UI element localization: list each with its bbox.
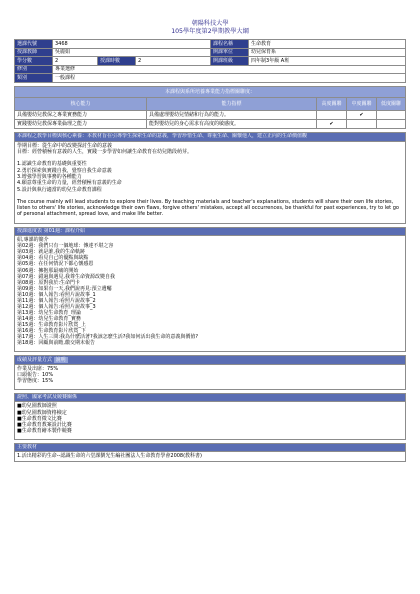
mid-cell	[347, 119, 377, 128]
info-value: 3468	[53, 40, 211, 49]
textbook-title: 主要教材	[15, 443, 406, 452]
info-value: 四年制3年級 A班	[249, 57, 406, 66]
info-label: 授課時數	[98, 57, 136, 66]
schedule-body	[14, 236, 406, 352]
competency-title: 本課程與系所培養專業能力指標關聯度：	[15, 86, 406, 97]
program-line: ■幼兒園教師資格檢定	[17, 409, 67, 416]
term-title: 105學年度第2學期教學大綱	[171, 28, 249, 35]
info-label: 課程名稱	[211, 40, 249, 49]
info-label: 選課代號	[15, 40, 53, 49]
objective-item: 2.勇於探索與實踐自我，覺察自我生命意義	[17, 167, 112, 174]
index-cell: 能對嬰幼兒的身心需求有高度的敏感度。	[147, 119, 317, 128]
mid-cell: ✔	[347, 111, 377, 120]
schedule-section	[14, 227, 406, 237]
objective-title: 本課程之教學目標與核心素養：本教材旨在引導學生探索生命的意義，學習珍惜生命、尊重生命、關懷他人，建立正向的生命價值觀	[15, 132, 406, 141]
info-value: 吳麗娟	[53, 48, 211, 57]
schedule-line: 第16週：生命教育影片欣賞_下	[17, 327, 86, 334]
objective-item: 5.設計與執行適當的幼兒生命教育課程	[17, 186, 102, 193]
col-index: 能力指標	[147, 98, 317, 111]
objective-line: 學期目標：從生命中的改變探討生命的意義	[17, 142, 113, 149]
info-label: 開課班級	[211, 57, 249, 66]
schedule-line: 第18週：回顧與前瞻,繳交期末報告	[17, 340, 95, 347]
info-row	[15, 48, 406, 57]
low-cell	[377, 111, 406, 120]
schedule-title: 授課進度表 第01週：課程介紹	[15, 227, 406, 236]
schedule-line: 第15週：生命教育影片欣賞_上	[17, 321, 86, 328]
schedule-line: 第10週：個人報告:看照片說故事_1	[17, 291, 96, 298]
col-low: 低度關聯	[377, 98, 406, 111]
grading-tag: 說明	[55, 356, 66, 363]
objective-body	[14, 142, 406, 224]
schedule-line: 第09週：如果有一天,我們說再見:預立遺囑	[17, 285, 112, 292]
schedule-line: 第13週：幼兒生命教育_理論	[17, 309, 81, 316]
program-line: ■生命教育教案設計比賽	[17, 422, 72, 429]
objective-item: 4.願意尊重生命的力量，經營積極有意義的生命	[17, 180, 122, 187]
info-value: 一般課程	[53, 74, 406, 83]
course-info-table	[14, 39, 406, 83]
info-label: 開課單位	[211, 48, 249, 57]
grading-title	[15, 356, 406, 365]
textbook-line: 1.活出精彩的生命--認識生命的六堂課劉光生編社團法人生命教育學會2008(教科書)	[17, 453, 203, 460]
syllabus-page	[14, 0, 406, 462]
schedule-line: 第06週：擁抱那最痛的開始	[17, 267, 79, 274]
info-label: 修別	[15, 65, 53, 74]
info-row	[15, 40, 406, 49]
program-line: ■生命教育徵文比賽	[17, 415, 62, 422]
info-row	[15, 57, 406, 66]
low-cell	[377, 119, 406, 128]
info-row	[15, 74, 406, 83]
schedule-line: 第05週：在任何情況下都心懷感恩	[17, 261, 94, 268]
objective-section	[14, 132, 406, 142]
grading-line: 作業及出席：75%	[17, 365, 59, 372]
info-label: 授課教師	[15, 48, 53, 57]
textbook-body	[14, 452, 406, 461]
schedule-line: 第08週：原對我於:生命門卡	[17, 279, 81, 286]
schedule-line: 第12週：個人報告:看照片說故事_3	[17, 303, 96, 310]
program-line: ■幼兒園教師證照	[17, 403, 57, 410]
info-value: 生命教育	[249, 40, 406, 49]
schedule-line: 第03週：就是誰,我的生命軌跡	[17, 249, 85, 256]
core-cell: 具備嬰幼兒教保之專業實務能力	[15, 111, 147, 120]
info-label: 類別	[15, 74, 53, 83]
program-title: 證照、國家考試及競賽關係	[15, 393, 406, 402]
objective-item: 3.增強學習與事務的各種能力	[17, 173, 82, 180]
grading-section	[14, 355, 406, 365]
grading-title-text: 成績及評量方式	[17, 356, 53, 363]
info-value: 2	[53, 57, 98, 66]
program-line: ■生命教育繪本製作競賽	[17, 428, 72, 435]
info-label: 學分數	[15, 57, 53, 66]
grading-line: 學習態度：15%	[17, 378, 54, 385]
schedule-line: 第14週：幼兒生命教育_實務	[17, 315, 81, 322]
high-cell	[317, 111, 347, 120]
objective-english: The course mainly will lead students to explore their lives. By teaching materials and teacher's explanations, students will share their own life stories, listen to others' life stories, acknowledge their own flaws, forgive others' mistakes, accept all occurrences, be thankful for past experiences, try to let go of personal attachment, spread love, and make life better.	[17, 198, 399, 218]
program-section	[14, 393, 406, 403]
textbook-section	[14, 443, 406, 453]
info-value: 幼兒保育系	[249, 48, 406, 57]
school-name: 朝陽科技大學	[191, 20, 229, 27]
program-body	[14, 402, 406, 439]
index-cell: 具備處理嬰幼兒情緒和行為的能力。	[147, 111, 317, 120]
col-core: 核心能力	[15, 98, 147, 111]
competency-row	[15, 119, 406, 128]
info-row	[15, 65, 406, 74]
high-cell: ✔	[317, 119, 347, 128]
schedule-line: 第17週：人生三問:我為什麼活著?我該怎麼生活?我如何活出我生命的意義與價值?	[17, 334, 199, 341]
schedule-line: 第02週：我們只有一個地球：傳達不堪之容	[17, 243, 114, 250]
competency-row	[15, 111, 406, 120]
col-mid: 中度關聯	[347, 98, 377, 111]
info-value: 專業選修	[53, 65, 406, 74]
page-header	[14, 20, 406, 36]
schedule-line: 紹,專課的簡介	[17, 237, 49, 244]
objective-line: 目標：經營積極有意義的人生，實踐一步學習如何讓生命教育在幼兒階段萌芽。	[17, 149, 193, 156]
col-high: 高度關聯	[317, 98, 347, 111]
objective-item: 1.認識生命教育的基礎與重要性	[17, 161, 87, 168]
schedule-line: 第07週：錯過與遇見,我尊生命資源改變自我	[17, 273, 115, 280]
schedule-line: 第11週：個人報告:看照片說故事_2	[17, 297, 96, 304]
competency-table	[14, 86, 406, 129]
grading-body	[14, 365, 406, 390]
info-value: 2	[136, 57, 211, 66]
grading-line: 口頭報告：10%	[17, 372, 54, 379]
core-cell: 實踐嬰幼兒教保專業倫理之能力	[15, 119, 147, 128]
schedule-line: 第04週：看見自己的優點與缺點	[17, 255, 89, 262]
